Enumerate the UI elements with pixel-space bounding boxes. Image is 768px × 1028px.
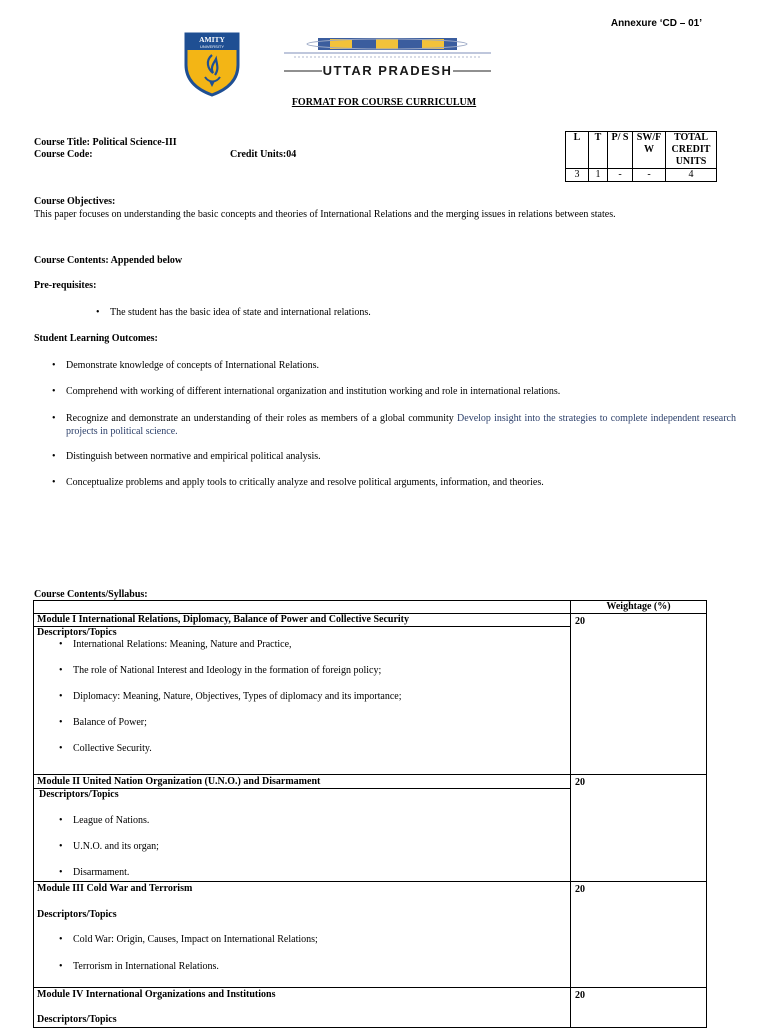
descriptors-label: Descriptors/Topics: [37, 627, 117, 638]
ltp-value-swfw: -: [633, 169, 666, 182]
credit-table: [565, 131, 717, 182]
course-code: Course Code:: [34, 149, 93, 160]
list-item: • Conceptualize problems and apply tools to critically analyze and resolve political arguments, information, and theories.: [66, 476, 736, 489]
module-weight: 20: [571, 882, 707, 988]
list-item: • Cold War: Origin, Causes, Impact on International Relations;: [73, 934, 567, 946]
descriptors-label: Descriptors/Topics: [37, 1014, 117, 1025]
module-weight: 20: [571, 775, 707, 882]
descriptors-label: Descriptors/Topics: [39, 789, 119, 800]
list-item: • League of Nations.: [73, 815, 567, 827]
annexure-label: Annexure ‘CD – 01’: [610, 18, 702, 29]
module-title: Module III Cold War and Terrorism: [37, 883, 193, 894]
ltp-header-t: T: [589, 132, 608, 169]
ltp-value-l: 3: [566, 169, 589, 182]
module-title: Module IV International Organizations and Institutions: [37, 989, 276, 1000]
outcome-text: Recognize and demonstrate an understanding of their roles as members of a global community: [66, 413, 454, 424]
course-title: Course Title: Political Science-III: [34, 137, 177, 148]
module-topics: [34, 639, 570, 755]
ltp-value-t: 1: [589, 169, 608, 182]
module-title: Module II United Nation Organization (U.N.O.) and Disarmament: [34, 775, 570, 789]
list-item: • International Relations: Meaning, Nature and Practice,: [73, 639, 567, 651]
ltp-header-swfw: SW/F W: [633, 132, 666, 169]
objectives-text: This paper focuses on understanding the basic concepts and theories of International Relations and the merging issues in relations between states.: [34, 209, 616, 220]
descriptors-label: Descriptors/Topics: [37, 909, 117, 920]
prerequisites-list: [110, 307, 371, 318]
weightage-header: Weightage (%): [571, 601, 707, 614]
logo-text-sub: UNIVERSITY: [199, 44, 225, 49]
list-item: • Balance of Power;: [73, 717, 567, 729]
syllabus-heading: Course Contents/Syllabus:: [34, 589, 148, 600]
ltp-header-total: TOTAL CREDIT UNITS: [666, 132, 717, 169]
amity-logo-icon: [183, 31, 241, 97]
module-cell: [34, 988, 571, 1028]
ltp-header-ps: P/ S: [608, 132, 633, 169]
syllabus-table: [33, 600, 707, 1028]
list-item: • Diplomacy: Meaning, Nature, Objectives, Types of diplomacy and its importance;: [73, 691, 567, 703]
objectives-heading: Course Objectives:: [34, 196, 116, 207]
document-title: FORMAT FOR COURSE CURRICULUM: [291, 97, 477, 108]
list-item: • Collective Security.: [73, 743, 567, 755]
list-item: • U.N.O. and its organ;: [73, 841, 567, 853]
outcome-text-continued: Develop insight into the strategies to complete independent research projects in political science.: [66, 413, 736, 437]
module-topics: [37, 934, 567, 973]
list-item: • Terrorism in International Relations.: [73, 961, 567, 973]
list-item: • Disarmament.: [73, 867, 567, 879]
ltp-header-l: L: [566, 132, 589, 169]
list-item: • Distinguish between normative and empirical political analysis.: [66, 450, 736, 463]
credit-units: Credit Units:04: [230, 149, 297, 160]
course-contents-line: Course Contents: Appended below: [34, 255, 183, 266]
outcomes-heading: Student Learning Outcomes:: [34, 333, 158, 344]
module-weight: 20: [571, 988, 707, 1028]
list-item: • The role of National Interest and Ideology in the formation of foreign policy;: [73, 665, 567, 677]
list-item: • The student has the basic idea of state and international relations.: [110, 307, 371, 318]
ltp-value-ps: -: [608, 169, 633, 182]
list-item: [66, 412, 736, 438]
ltp-value-total: 4: [666, 169, 717, 182]
outcomes-list: [66, 359, 736, 489]
module-weight: 20: [571, 614, 707, 775]
list-item: • Demonstrate knowledge of concepts of International Relations.: [66, 359, 736, 372]
logo-text-top: AMITY: [199, 35, 225, 44]
prerequisites-heading: Pre-requisites:: [34, 280, 97, 291]
module-topics: [34, 815, 570, 879]
list-item: • Comprehend with working of different international organization and institution working and role in international relations.: [66, 385, 736, 398]
syllabus-header-blank: [34, 601, 571, 614]
module-title: Module I International Relations, Diplomacy, Balance of Power and Collective Security: [34, 614, 570, 627]
module-cell: [34, 882, 571, 988]
module-cell: [34, 775, 571, 882]
banner-title: UTTAR PRADESH: [322, 63, 453, 78]
module-cell: [34, 614, 571, 775]
